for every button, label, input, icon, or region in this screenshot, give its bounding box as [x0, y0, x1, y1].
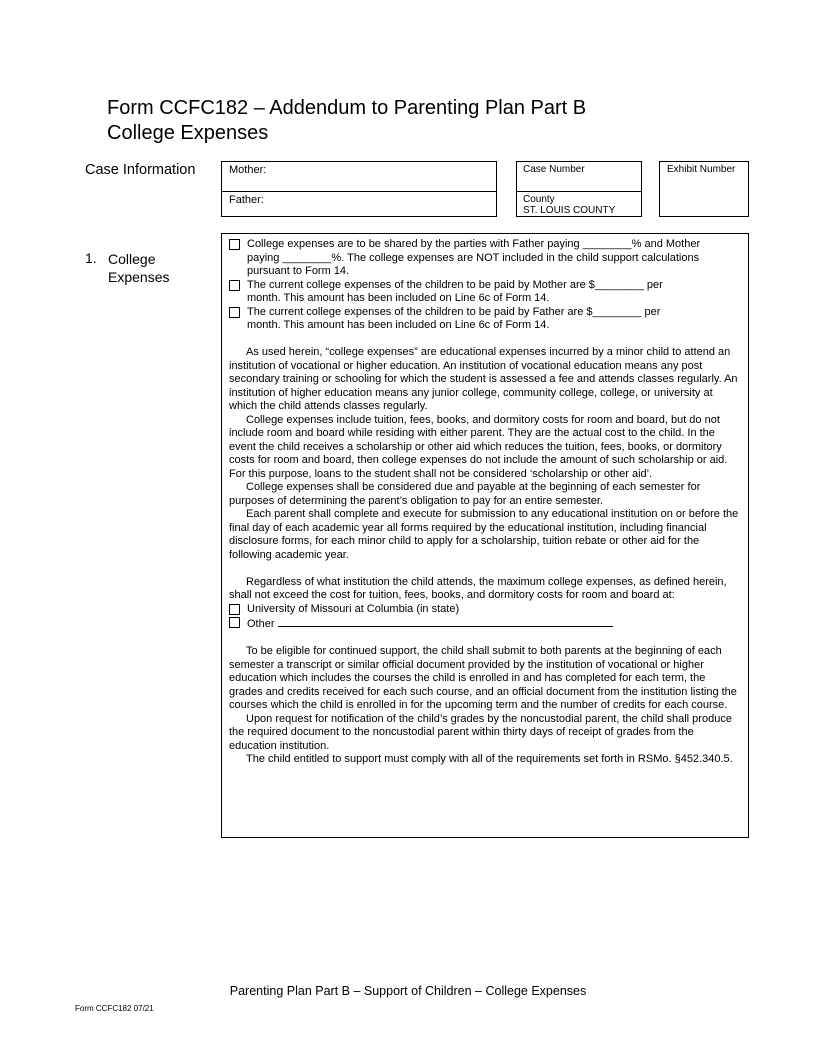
paragraph-grades: Upon request for notification of the child’s grades by the noncustodial parent, the child shall produce the required document to the noncustodial parent within thirty days of receipt of grades from the education institution.	[229, 712, 732, 752]
mother-field[interactable]	[221, 161, 497, 192]
other-institution-line[interactable]	[278, 616, 613, 627]
checkbox-university-missouri[interactable]	[229, 604, 240, 615]
option-text: The current college expenses of the children to be paid by Father are $________ per	[247, 305, 661, 318]
county-field[interactable]	[516, 191, 642, 217]
case-information-label: Case Information	[85, 162, 196, 178]
college-expenses-content	[221, 233, 749, 838]
option-text: paying ________%. The college expenses are NOT included in the child support calculations	[247, 251, 700, 264]
paragraph-definition: As used herein, “college expenses” are educational expenses incurred by a minor child to attend an institution of vocational or higher education. An institution of vocational education means any post secondary training or schooling for which the student is assessed a fee and attends classes regularly. An institution of higher education means any junior college, community college, college, or university at which the child attends classes regularly.	[229, 346, 738, 412]
section-title	[108, 250, 169, 286]
option-shared-expenses	[229, 238, 741, 279]
checkbox-father-pays[interactable]	[229, 307, 240, 318]
paragraph-maximum: Regardless of what institution the child attends, the maximum college expenses, as defined herein, shall not exceed the cost for tuition, fees, books, and dormitory costs for room and board at:	[229, 575, 727, 601]
option-text: month. This amount has been included on Line 6c of Form 14.	[247, 292, 550, 304]
paragraph-compliance: The child entitled to support must comply with all of the requirements set forth in RSMo. §452.340.5.	[246, 753, 733, 765]
option-other-institution	[229, 616, 741, 632]
checkbox-mother-pays[interactable]	[229, 280, 240, 291]
mother-label: Mother:	[229, 164, 267, 176]
option-text: College expenses are to be shared by the parties with Father paying ________% and Mother	[247, 238, 701, 250]
checkbox-shared-expenses[interactable]	[229, 239, 240, 250]
checkbox-other-institution[interactable]	[229, 617, 240, 628]
section-number: 1.	[85, 250, 97, 266]
case-number-field[interactable]	[516, 161, 642, 192]
option-university-missouri	[229, 603, 741, 617]
option-father-pays	[229, 306, 741, 333]
option-text: University of Missouri at Columbia (in state)	[247, 602, 460, 615]
option-text: pursuant to Form 14.	[247, 265, 350, 277]
county-label: County	[523, 194, 555, 205]
exhibit-number-field[interactable]	[659, 161, 749, 217]
option-text: month. This amount has been included on Line 6c of Form 14.	[247, 319, 550, 331]
option-text: The current college expenses of the children to be paid by Mother are $________ per	[247, 278, 663, 291]
paragraph-payable: College expenses shall be considered due and payable at the beginning of each semester for purposes of determining the parent’s obligation to pay for an entire semester.	[229, 481, 701, 507]
paragraph-forms: Each parent shall complete and execute for submission to any educational institution on or before the final day of each academic year all forms required by the educational institution, including financial disclosure forms, for each minor child to apply for a scholarship, tuition rebate or other aid for the following academic year.	[229, 508, 739, 561]
case-number-label: Case Number	[523, 164, 585, 175]
county-value: ST. LOUIS COUNTY	[523, 205, 616, 216]
title-line-1: Form CCFC182 – Addendum to Parenting Plan Part B	[107, 97, 587, 119]
section-title-line-1: College	[108, 251, 156, 267]
exhibit-number-label: Exhibit Number	[667, 164, 736, 175]
section-title-line-2: Expenses	[108, 269, 170, 285]
footer-title: Parenting Plan Part B – Support of Children – College Expenses	[229, 984, 587, 998]
paragraph-included-costs: College expenses include tuition, fees, books, and dormitory costs for room and board, but do not include room and board while residing with either parent. They are the actual cost to the child. In the event the child receives a scholarship or other aid which reduces the tuition, fees, books, or dormitory costs for room and board, then college expenses do not include the amount of such scholarship or aid. For this purpose, loans to the student shall not be considered ‘scholarship or other aid’.	[229, 413, 728, 480]
option-text: Other	[247, 618, 275, 630]
father-field[interactable]	[221, 191, 497, 217]
form-number: Form CCFC182 07/21	[75, 1004, 154, 1013]
father-label: Father:	[229, 194, 264, 206]
title-line-2: College Expenses	[107, 122, 269, 144]
paragraph-eligibility: To be eligible for continued support, the child shall submit to both parents at the beginning of each semester a transcript or similar official document provided by the institution of vocational or higher education which includes the courses the child is enrolled in and has completed for each term, the grades and credits received for each such course, and an official document from the institution listing the courses which the child is enrolled in for the upcoming term and the number of credits for each course.	[229, 645, 737, 711]
option-mother-pays	[229, 279, 741, 306]
page-title	[107, 96, 586, 146]
